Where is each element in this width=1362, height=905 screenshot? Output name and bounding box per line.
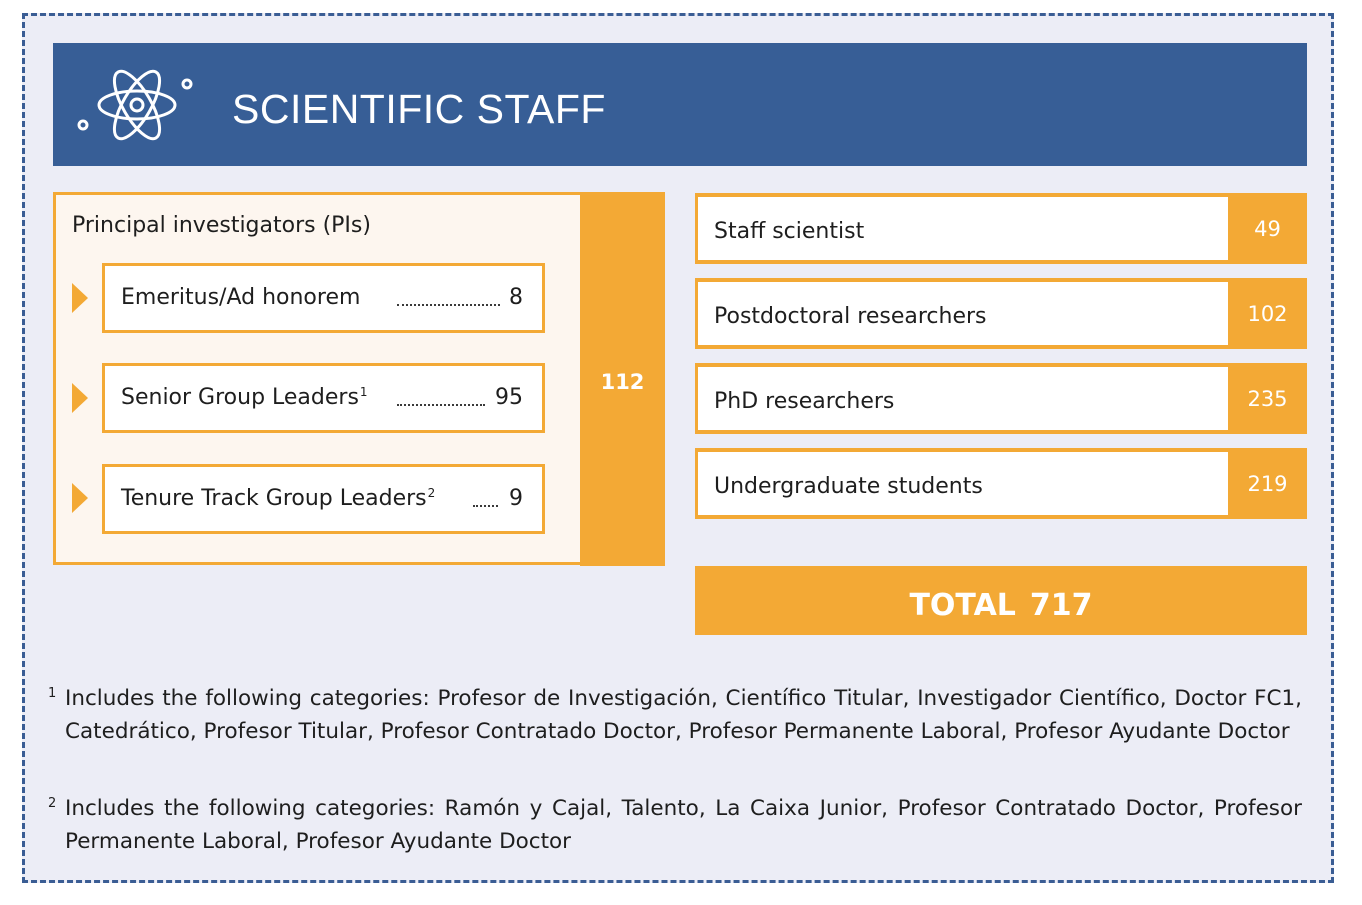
- total-label: TOTAL: [909, 588, 1016, 623]
- category-label-box: [698, 282, 1228, 345]
- category-label-box: [698, 452, 1228, 515]
- category-row-phd: [695, 363, 1307, 434]
- pi-row-value: 9: [509, 486, 523, 511]
- category-label-box: [698, 367, 1228, 430]
- footnote-mark: 2: [427, 486, 436, 500]
- atom-icon: [75, 65, 200, 145]
- footnote-2: Includes the following categories: Ramón y Cajal, Talento, La Caixa Junior, Profesor Contratado Doctor, Profesor Permanente Laboral, Profesor Ayudante Doctor: [65, 796, 1302, 854]
- category-value: 102: [1247, 302, 1288, 326]
- arrow-icon: [72, 383, 88, 413]
- category-label: Undergraduate students: [714, 474, 983, 499]
- dot-leader: [397, 404, 485, 406]
- total-banner: [695, 566, 1307, 635]
- category-label: Postdoctoral researchers: [714, 304, 987, 329]
- pi-row-value: 95: [495, 385, 523, 410]
- category-value: 235: [1247, 387, 1288, 411]
- footnote-mark: 1: [48, 686, 57, 701]
- dot-leader: [473, 505, 498, 507]
- category-row-postdoctoral: [695, 278, 1307, 349]
- category-value: 49: [1254, 217, 1281, 241]
- footnote-mark: 1: [359, 385, 368, 399]
- pi-row-senior: [102, 363, 545, 433]
- arrow-icon: [72, 283, 88, 313]
- category-label: PhD researchers: [714, 389, 895, 414]
- page-title: SCIENTIFIC STAFF: [232, 86, 606, 132]
- category-value: 219: [1247, 472, 1288, 496]
- category-label: Staff scientist: [714, 219, 865, 244]
- pi-total-bar: [580, 192, 665, 566]
- pi-row-label: Emeritus/Ad honorem: [121, 285, 361, 310]
- category-label-box: [698, 197, 1228, 260]
- category-row-staff-scientist: [695, 193, 1307, 264]
- pi-title: Principal investigators (PIs): [72, 213, 371, 238]
- pi-row-value: 8: [509, 285, 523, 310]
- footnote-1: Includes the following categories: Profesor de Investigación, Científico Titular, Investigador Científico, Doctor FC1, Catedrático, Profesor Titular, Profesor Contratado Doctor, Profesor Permanente Laboral, Profesor Ayudante Doctor: [65, 686, 1302, 744]
- pi-total-value: 112: [600, 370, 645, 394]
- arrow-icon: [72, 483, 88, 513]
- dot-leader: [397, 304, 500, 306]
- pi-row-emeritus: [102, 263, 545, 333]
- total-value: 717: [1029, 588, 1093, 623]
- pi-row-label: Tenure Track Group Leaders$^2$: [121, 486, 436, 511]
- pi-row-label: Senior Group Leaders$^1$: [121, 385, 368, 410]
- footnote-mark: 2: [48, 796, 57, 811]
- header-banner: [53, 43, 1307, 166]
- category-row-undergraduate: [695, 448, 1307, 519]
- pi-row-tenure-track: [102, 464, 545, 534]
